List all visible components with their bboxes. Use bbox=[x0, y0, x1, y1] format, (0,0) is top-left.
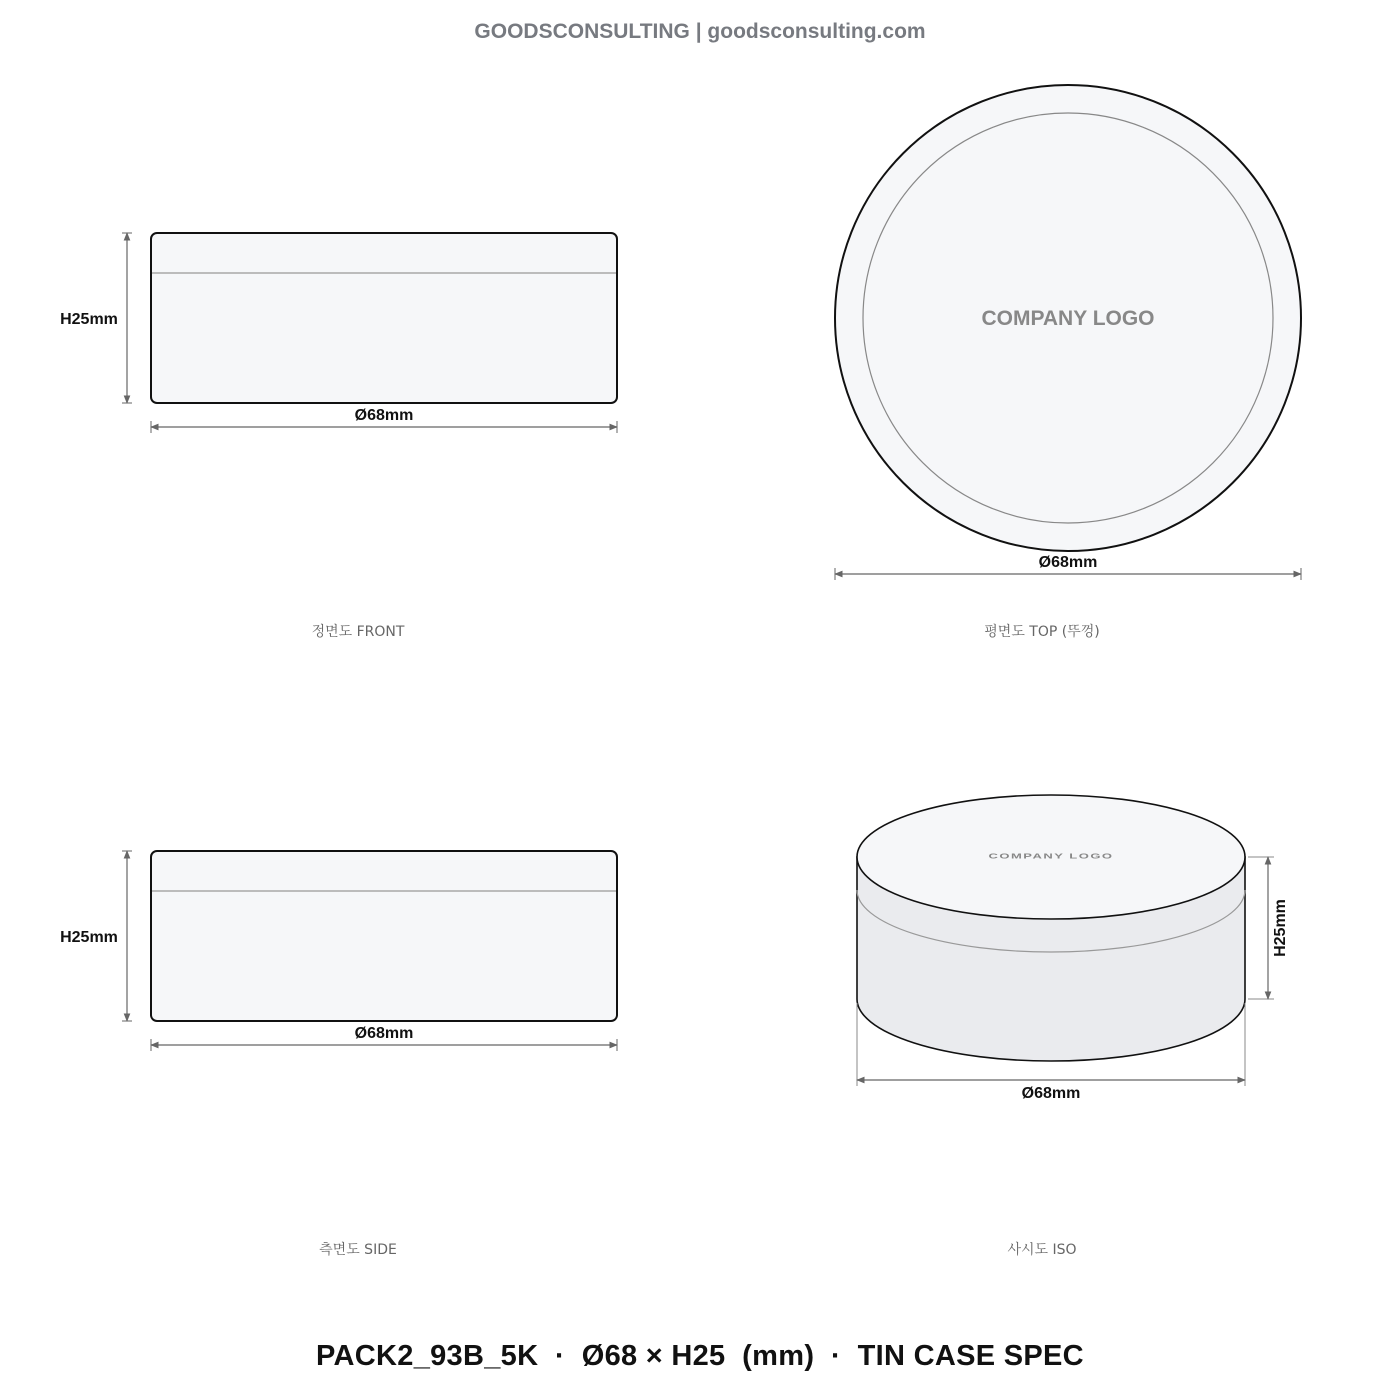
iso-view-caption: 사시도 ISO bbox=[1007, 1242, 1077, 1258]
front-view-width-label: Ø68mm bbox=[354, 407, 414, 424]
side-view-body bbox=[151, 851, 617, 1021]
side-view-height-label: H25mm bbox=[60, 929, 118, 946]
side-view-caption: 측면도 SIDE bbox=[319, 1242, 397, 1258]
front-view bbox=[60, 233, 617, 640]
top-view bbox=[835, 85, 1301, 640]
iso-view-height-label: H25mm bbox=[1272, 899, 1289, 957]
side-view-width-label: Ø68mm bbox=[354, 1025, 414, 1042]
iso-view bbox=[857, 795, 1289, 1258]
front-view-height-label: H25mm bbox=[60, 311, 118, 328]
front-view-body bbox=[151, 233, 617, 403]
top-view-logo-text: COMPANY LOGO bbox=[981, 307, 1155, 330]
iso-view-width-label: Ø68mm bbox=[1021, 1085, 1081, 1102]
header-brand: GOODSCONSULTING | goodsconsulting.com bbox=[474, 20, 926, 43]
top-view-width-label: Ø68mm bbox=[1038, 554, 1098, 571]
front-view-caption: 정면도 FRONT bbox=[311, 624, 405, 640]
side-view bbox=[60, 851, 617, 1258]
footer-spec-line: PACK2_93B_5K · Ø68 × H25 (mm) · TIN CASE SPEC bbox=[316, 1340, 1084, 1372]
iso-view-logo-text: COMPANY LOGO bbox=[988, 853, 1114, 861]
top-view-caption: 평면도 TOP (뚜껑) bbox=[984, 624, 1100, 640]
